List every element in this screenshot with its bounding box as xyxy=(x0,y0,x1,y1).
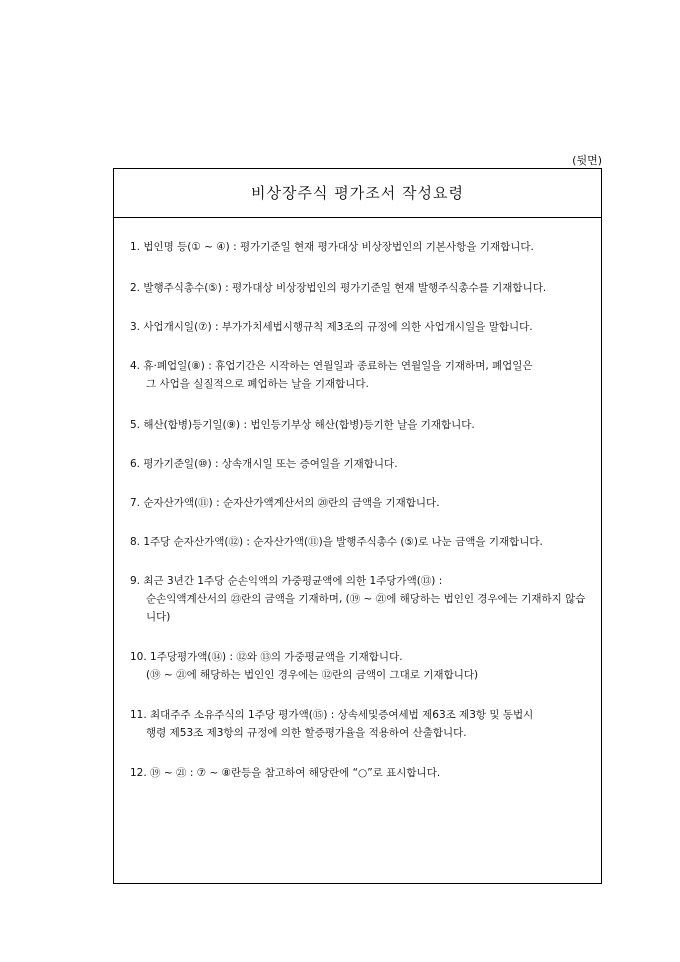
page-side-label: (뒷면) xyxy=(572,154,602,167)
instruction-item-11: 11. 최대주주 소유주식의 1주당 평가액(⑮) : 상속세및증여세법 제63조 제3항 및 동법시 xyxy=(130,709,534,721)
instruction-item-5: 5. 해산(합병)등기일(⑨) : 법인등기부상 해산(합병)등기한 날을 기재합니다. xyxy=(130,419,475,431)
instruction-item-9: 9. 최근 3년간 1주당 순손익액의 가중평균액에 의한 1주당가액(⑬) : xyxy=(130,575,443,587)
document-title: 비상장주식 평가조서 작성요령 xyxy=(114,169,601,218)
instruction-item-7: 7. 순자산가액(⑪) : 순자산가액계산서의 ⑳란의 금액을 기재합니다. xyxy=(130,497,440,509)
instruction-item-6: 6. 평가기준일(⑩) : 상속개시일 또는 증여일을 기재합니다. xyxy=(130,458,398,470)
instruction-item-10-continuation: (⑲ ~ ㉑에 해당하는 법인인 경우에는 ⑫란의 금액이 그대로 기재합니다) xyxy=(146,669,479,681)
instruction-item-9-continuation: 순손익액계산서의 ㉓란의 금액을 기재하며, (⑲ ~ ㉑에 해당하는 법인인 경우에는 기재하지 않습니다) xyxy=(146,593,586,623)
instruction-item-2: 2. 발행주식총수(⑤) : 평가대상 비상장법인의 평가기준일 현재 발행주식총수를 기재합니다. xyxy=(130,282,547,294)
instruction-item-8: 8. 1주당 순자산가액(⑫) : 순자산가액(⑪)을 발행주식총수 (⑤)로 나눈 금액을 기재합니다. xyxy=(130,536,543,548)
instruction-item-11-continuation: 행령 제53조 제3항의 규정에 의한 할증평가율을 적용하여 산출합니다. xyxy=(146,727,467,739)
document-box xyxy=(113,168,602,884)
instruction-item-12: 12. ⑲ ~ ㉑ : ⑦ ~ ⑧란등을 참고하여 해당란에 “○”로 표시합니다. xyxy=(130,767,441,779)
instruction-item-4-continuation: 그 사업을 실질적으로 폐업하는 날을 기재합니다. xyxy=(146,378,369,390)
instruction-item-4: 4. 휴·폐업일(⑧) : 휴업기간은 시작하는 연월일과 종료하는 연월일을 기재하며, 폐업일은 xyxy=(130,360,533,372)
instruction-item-10: 10. 1주당평가액(⑭) : ⑫와 ⑬의 가중평균액을 기재합니다. xyxy=(130,651,403,663)
instruction-item-1: 1. 법인명 등(① ~ ④) : 평가기준일 현재 평가대상 비상장법인의 기본사항을 기재합니다. xyxy=(130,241,534,253)
instruction-item-3: 3. 사업개시일(⑦) : 부가가치세법시행규칙 제3조의 규정에 의한 사업개시일을 말합니다. xyxy=(130,321,533,333)
instruction-list xyxy=(114,238,601,782)
